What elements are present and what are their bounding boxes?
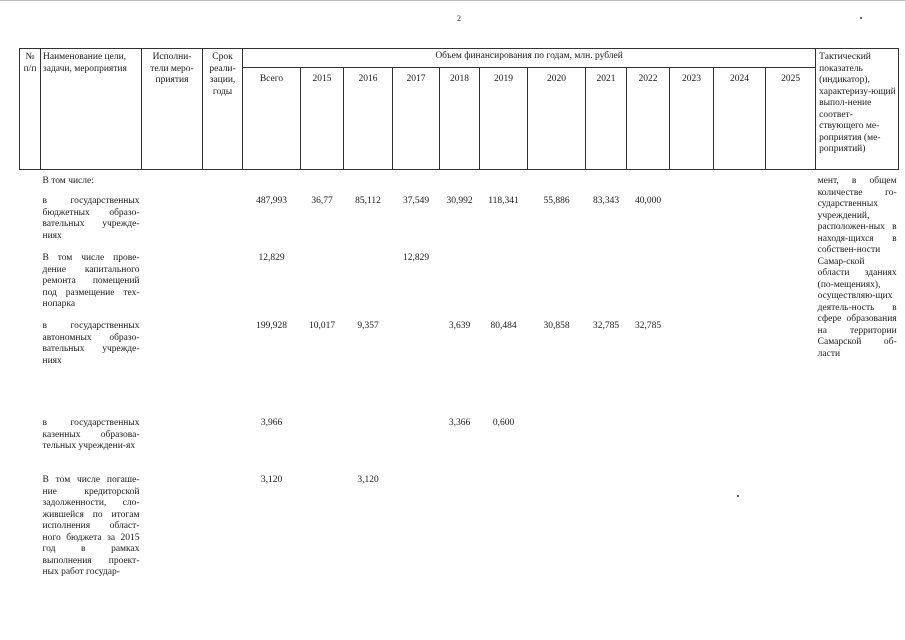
value-cell xyxy=(528,176,586,196)
value-cell xyxy=(714,475,766,593)
value-cell: 12,829 xyxy=(402,253,430,263)
table-row xyxy=(20,418,899,475)
value-cell xyxy=(714,176,766,196)
header-funding: Объем финансирования по годам, млн. рублей xyxy=(243,49,816,68)
value-cell xyxy=(528,253,586,321)
header-year-2019: 2019 xyxy=(480,68,528,170)
row-name: в государственных бюджетных образо-вательных учрежде-ниях xyxy=(42,196,140,241)
table-row xyxy=(20,253,899,321)
header-year-2024: 2024 xyxy=(714,68,766,170)
header-year-2017: 2017 xyxy=(393,68,440,170)
row-name: В том числе: xyxy=(42,176,94,186)
value-cell xyxy=(344,418,393,475)
value-cell: 9,357 xyxy=(357,321,379,331)
value-cell xyxy=(586,475,627,593)
value-cell xyxy=(393,321,440,418)
value-cell: 32,785 xyxy=(634,321,662,331)
header-year-2021: 2021 xyxy=(586,68,627,170)
value-cell: 32,785 xyxy=(592,321,620,331)
value-cell xyxy=(586,176,627,196)
value-cell xyxy=(301,475,344,593)
scan-speck xyxy=(860,17,862,19)
header-indicator: Тактический показатель (индикатор), характеризу-ющий выпол-нение соответ-ствующего ме-роприятия (ме-роприятий) xyxy=(816,49,899,170)
header-year-2025: 2025 xyxy=(766,68,816,170)
header-year-2020: 2020 xyxy=(528,68,586,170)
row-name: в государственных автономных образо-вательных учрежде-ниях xyxy=(42,321,140,366)
value-cell: 37,549 xyxy=(402,196,430,206)
header-year-2018: 2018 xyxy=(440,68,480,170)
value-cell xyxy=(528,475,586,593)
value-cell xyxy=(480,176,528,196)
header-year-2023: 2023 xyxy=(670,68,714,170)
page-number: 2 xyxy=(457,14,461,23)
header-number: № п/п xyxy=(20,49,41,170)
value-cell xyxy=(586,418,627,475)
value-cell xyxy=(766,196,816,253)
value-cell xyxy=(393,176,440,196)
value-cell xyxy=(301,418,344,475)
value-cell xyxy=(627,253,670,321)
table-row xyxy=(20,196,899,253)
value-cell xyxy=(766,321,816,418)
table-row xyxy=(20,176,899,196)
value-cell xyxy=(670,475,714,593)
value-cell: 487,993 xyxy=(256,196,287,206)
value-cell xyxy=(440,475,480,593)
value-cell xyxy=(714,418,766,475)
table-row xyxy=(20,321,899,418)
header-name: Наименование цели, задачи, мероприятия xyxy=(41,49,142,170)
header-year-2022: 2022 xyxy=(627,68,670,170)
value-cell: 36,77 xyxy=(311,196,333,206)
value-cell: 3,639 xyxy=(448,321,471,331)
value-cell xyxy=(627,176,670,196)
value-cell xyxy=(670,253,714,321)
value-cell: 55,886 xyxy=(543,196,570,206)
header-year-2015: 2015 xyxy=(301,68,344,170)
financing-table xyxy=(19,48,899,593)
value-cell: 3,966 xyxy=(260,418,283,428)
value-cell: 3,120 xyxy=(260,475,283,485)
row-name: в государственных казенных образова-тельных учреждени-ях xyxy=(42,418,140,451)
value-cell xyxy=(670,321,714,418)
value-cell: 30,858 xyxy=(543,321,570,331)
value-cell xyxy=(586,253,627,321)
value-cell xyxy=(480,475,528,593)
value-cell xyxy=(670,418,714,475)
value-cell: 3,120 xyxy=(357,475,379,485)
value-cell xyxy=(344,176,393,196)
top-edge-line xyxy=(0,0,905,1)
header-year-total: Всего xyxy=(243,68,301,170)
value-cell xyxy=(301,253,344,321)
header-year-2016: 2016 xyxy=(344,68,393,170)
row-name: В том числе прове-дение капитального ремонта помещений под размещение тех-нопарка xyxy=(42,253,140,309)
value-cell xyxy=(714,321,766,418)
value-cell: 118,341 xyxy=(488,196,519,206)
table-row xyxy=(20,475,899,593)
header-executors: Исполни- тели меро- приятия xyxy=(142,49,203,170)
value-cell xyxy=(627,418,670,475)
value-cell xyxy=(344,253,393,321)
value-cell xyxy=(528,418,586,475)
value-cell xyxy=(393,475,440,593)
value-cell xyxy=(440,253,480,321)
indicator-text: мент, в общем количестве го-сударственных учреждений, расположен-ных в находя-щихся в собствен-ности Самар-ской области зданиях (по-мещениях), осуществляю-щих деятель-ность в сфере образования на территории Самарской об-ласти xyxy=(817,176,897,359)
value-cell xyxy=(670,176,714,196)
value-cell: 83,343 xyxy=(592,196,620,206)
header-term: Срок реали- зации, годы xyxy=(203,49,243,170)
value-cell xyxy=(766,176,816,196)
value-cell: 10,017 xyxy=(308,321,336,331)
value-cell xyxy=(714,196,766,253)
value-cell: 12,829 xyxy=(258,253,285,263)
value-cell: 0,600 xyxy=(492,418,515,428)
value-cell: 40,000 xyxy=(634,196,662,206)
value-cell: 3,366 xyxy=(448,418,471,428)
value-cell xyxy=(440,176,480,196)
value-cell: 30,992 xyxy=(446,196,473,206)
value-cell xyxy=(243,176,301,196)
value-cell xyxy=(627,475,670,593)
value-cell xyxy=(766,253,816,321)
value-cell xyxy=(480,253,528,321)
row-name: В том числе погаше-ние кредиторской задолженности, сло-жившейся по итогам исполнения област-ного бюджета за 2015 год в рамках выполнения проект-ных работ государ- xyxy=(42,475,140,577)
value-cell xyxy=(766,418,816,475)
value-cell: 85,112 xyxy=(355,196,381,206)
value-cell xyxy=(393,418,440,475)
value-cell xyxy=(670,196,714,253)
value-cell xyxy=(714,253,766,321)
value-cell: 80,484 xyxy=(490,321,517,331)
value-cell xyxy=(766,475,816,593)
value-cell: 199,928 xyxy=(256,321,287,331)
value-cell xyxy=(301,176,344,196)
